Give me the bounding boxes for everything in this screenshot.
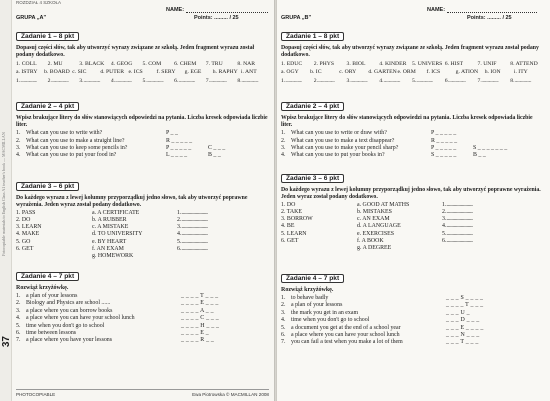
crossword-row bbox=[16, 308, 269, 315]
side-note: Fotocopiable materials to English Class A1 teacher's book — MACMILLAN bbox=[1, 132, 6, 256]
question-text: What can you use to write with? bbox=[26, 130, 103, 137]
answer-letters[interactable]: _ _ _ _ H _ _ _ bbox=[181, 322, 220, 329]
group-label: GRUPA „A" bbox=[16, 15, 47, 21]
question-number: 2. bbox=[281, 137, 286, 144]
task-1 bbox=[16, 25, 269, 85]
word-part: 2. PHYS bbox=[313, 61, 334, 68]
task-title: Zadanie 3 – 6 pkt bbox=[16, 182, 79, 191]
answer-letters[interactable]: _ _ _ N _ _ _ bbox=[446, 332, 480, 339]
word-ending: h. RAPHY bbox=[212, 68, 238, 75]
answer-blank-2[interactable]: C _ _ _ bbox=[208, 145, 226, 151]
answer-blank-2[interactable] bbox=[208, 130, 248, 137]
footer-copyright: Ewa Piotrowska © MACMILLAN 2008 bbox=[192, 392, 269, 397]
task-2 bbox=[16, 95, 269, 160]
answer-blank-2[interactable]: B _ _ bbox=[473, 152, 486, 159]
answer-blank[interactable]: P _ _ bbox=[166, 130, 178, 137]
phrase-item: c. AN EXAM bbox=[357, 216, 390, 223]
question-row bbox=[281, 138, 543, 145]
answer-blank[interactable]: 3. ..... bbox=[79, 77, 111, 85]
header-row bbox=[281, 6, 543, 21]
phrase-item: a. GOOD AT MATHS bbox=[357, 202, 410, 209]
task-instruction: Wpisz brakujące litery do słów stanowiących odpowiedzi na pytania. Liczba kresek odpowiada liczbie liter. bbox=[281, 115, 533, 128]
answer-letters[interactable]: _ _ _ _ R _ _ bbox=[181, 337, 215, 344]
answer-blank[interactable]: 6. ..... bbox=[177, 246, 269, 253]
crossword-row bbox=[281, 310, 543, 317]
answer-letters[interactable]: _ _ _ _ T _ _ _ bbox=[446, 302, 484, 309]
points-field: Points: ......... / 25 bbox=[194, 15, 239, 21]
verb-item: 2. DO bbox=[16, 217, 31, 224]
task-3 bbox=[281, 167, 543, 252]
question-number: 4. bbox=[281, 152, 286, 159]
answer-blank-2[interactable] bbox=[473, 138, 513, 145]
question-text: What can you use to make a straight line? bbox=[26, 137, 125, 144]
answer-letters[interactable]: _ _ _ _ A _ _ bbox=[181, 307, 214, 314]
answer-blank[interactable]: 6. ..... bbox=[442, 238, 543, 245]
footer-photocopiable: PHOTOCOPIABLE bbox=[16, 392, 56, 397]
header-row bbox=[16, 6, 269, 21]
word-ending: a. OGY bbox=[281, 68, 299, 75]
phrase-item: f. A BOOK bbox=[357, 237, 384, 244]
name-field[interactable] bbox=[186, 12, 268, 13]
phrase-item: f. AN EXAM bbox=[92, 245, 124, 252]
word-part: 7. UNIF bbox=[477, 61, 497, 68]
question-number: 2. bbox=[16, 137, 21, 144]
page-number: 37 bbox=[1, 336, 12, 348]
answer-blank[interactable]: 6. ..... bbox=[445, 77, 478, 85]
clue-number: 5. bbox=[16, 322, 21, 329]
clue-number: 3. bbox=[281, 309, 286, 316]
page-group-a bbox=[0, 0, 274, 401]
clue-text: time when you don't go to school bbox=[291, 317, 370, 324]
task-1 bbox=[281, 25, 543, 85]
phrase-item: g. A DEGREE bbox=[357, 244, 392, 251]
question-row bbox=[281, 130, 543, 137]
verb-item: 5. GO bbox=[16, 238, 31, 245]
verb-item: 2. TAKE bbox=[281, 209, 303, 216]
word-ending: b. BOARD bbox=[44, 68, 70, 75]
word-ending: c. ORY bbox=[339, 68, 357, 75]
question-text: What can you use to make your pencil sharp? bbox=[291, 145, 399, 151]
answer-letters[interactable]: _ _ _ U _ bbox=[446, 309, 470, 316]
answer-row[interactable] bbox=[16, 77, 269, 85]
word-ending: e. ORM bbox=[397, 68, 416, 75]
answer-blank[interactable]: 4. ..... bbox=[442, 223, 543, 230]
answer-blank[interactable]: 6. ..... bbox=[174, 77, 206, 85]
question-text: What can you use to put your books in? bbox=[291, 152, 385, 159]
question-text: What can you use to keep some pencils in? bbox=[26, 145, 128, 151]
answer-blank[interactable]: P _ _ _ _ _ bbox=[431, 130, 457, 137]
word-ending: g. EGE bbox=[184, 68, 202, 75]
task-instruction: Do każdego wyrazu z lewej kolumny przyporządkuj jedno słowo, tak aby utworzyć poprawne wyrażenia. Jeden wyraz został podany dodatkowo. bbox=[16, 195, 248, 208]
answer-letters[interactable]: _ _ _ _ T _ _ _ bbox=[181, 293, 219, 299]
clue-number: 5. bbox=[281, 324, 286, 331]
verb-item: 3. BORROW bbox=[281, 216, 313, 223]
word-part: 8. ATTEND bbox=[510, 61, 538, 68]
crossword-list bbox=[281, 295, 543, 347]
question-number: 3. bbox=[16, 145, 21, 151]
answer-blank[interactable]: 7. ..... bbox=[478, 77, 511, 85]
clue-text: time between lessons bbox=[26, 330, 77, 337]
word-part: 1. EDUC bbox=[281, 61, 303, 68]
word-ending: c. SIC bbox=[72, 68, 87, 75]
word-parts bbox=[281, 61, 543, 76]
answer-letters[interactable]: _ _ _ _ E _ bbox=[181, 330, 209, 337]
verb-item: 4. MAKE bbox=[16, 231, 40, 238]
answer-blank[interactable]: 4. ..... bbox=[379, 77, 412, 85]
phrase-item: d. A LANGUAGE bbox=[357, 223, 401, 230]
task-title: Zadanie 1 – 8 pkt bbox=[16, 32, 79, 41]
answer-blank[interactable]: L _ _ _ _ bbox=[166, 152, 188, 159]
answer-blank[interactable]: P _ _ _ _ _ bbox=[166, 145, 192, 151]
crossword-row bbox=[16, 337, 269, 344]
word-part: 2. MU bbox=[47, 61, 63, 68]
question-row bbox=[281, 152, 543, 159]
answer-blank[interactable]: 1. ..... bbox=[281, 77, 314, 85]
task-4 bbox=[281, 267, 543, 347]
answer-blank[interactable]: 1. ..... bbox=[16, 77, 48, 85]
task-instruction: Do każdego wyrazu z lewej kolumny przyporządkuj jedno słowo, tak aby utworzyć poprawne wyrażenia. Jeden wyraz został podany dodatkowo. bbox=[281, 187, 541, 200]
crossword-row bbox=[281, 339, 543, 346]
task-instruction: Wpisz brakujące litery do słów stanowiących odpowiedzi na pytania. Liczba kresek odpowiada liczbie liter. bbox=[16, 115, 268, 128]
answer-blank[interactable]: 3. ..... bbox=[177, 224, 269, 231]
question-row bbox=[16, 130, 269, 137]
word-part: 4. GEOG bbox=[110, 61, 133, 68]
points-field: Points: ......... / 25 bbox=[467, 15, 512, 21]
verb-item: 1. PASS bbox=[16, 210, 36, 217]
word-ending: d. PUTER bbox=[100, 68, 125, 75]
name-label: NAME: bbox=[427, 7, 446, 13]
phrase-item: a. A CERTIFICATE bbox=[92, 210, 140, 217]
answer-blank[interactable]: 7. ..... bbox=[206, 77, 238, 85]
crossword-row bbox=[16, 330, 269, 337]
word-part: 5. COM bbox=[142, 61, 162, 68]
answer-letters[interactable]: _ _ _ _ E _ _ _ bbox=[181, 300, 219, 307]
question-row bbox=[16, 138, 269, 145]
group-label: GRUPA „B" bbox=[281, 15, 312, 21]
answer-row[interactable] bbox=[281, 77, 543, 85]
word-ending: e. ICS bbox=[128, 68, 143, 75]
task-instruction: Dopasuj części słów, tak aby utworzyć wyrazy związane ze szkołą. Jeden fragment wyrazu został podany dodatkowo. bbox=[281, 45, 539, 58]
verb-item: 1. DO bbox=[281, 202, 296, 209]
verb-item: 5. LEARN bbox=[281, 230, 307, 237]
answer-letters[interactable]: _ _ _ T _ _ _ bbox=[446, 339, 479, 346]
task-title: Zadanie 2 – 4 pkt bbox=[281, 102, 344, 111]
clue-text: a place where you can borrow books bbox=[26, 307, 113, 314]
word-part: 5. UNIVERS bbox=[412, 61, 443, 68]
crossword-row bbox=[16, 300, 269, 307]
matching-columns bbox=[281, 202, 543, 252]
answer-blank[interactable]: 5. ..... bbox=[412, 77, 445, 85]
task-subtitle: Rozwiąż krzyżówkę. bbox=[281, 287, 334, 293]
answer-letters[interactable]: _ _ _ S _ _ _ _ bbox=[446, 295, 484, 301]
answer-blank[interactable]: S _ _ _ _ _ bbox=[431, 152, 457, 159]
word-part: 6. HIST bbox=[444, 61, 464, 68]
word-ending: f. SERY bbox=[156, 68, 176, 75]
word-ending: h. ION bbox=[484, 68, 501, 75]
clue-number: 4. bbox=[281, 317, 286, 324]
phrase-item: e. EXERCISES bbox=[357, 230, 394, 237]
answer-blank[interactable]: 2. ..... bbox=[442, 209, 543, 216]
phrase-item: b. A RUBBER bbox=[92, 217, 127, 224]
word-part: 6. CHEM bbox=[174, 61, 197, 68]
answer-blank-2[interactable]: S _ _ _ _ _ _ _ bbox=[473, 145, 508, 151]
name-field[interactable] bbox=[447, 12, 537, 13]
clue-number: 6. bbox=[16, 330, 21, 337]
content-group-a bbox=[16, 0, 269, 344]
clue-number: 2. bbox=[16, 300, 21, 307]
word-part: 4. KINDER bbox=[379, 61, 407, 68]
answer-blank[interactable]: 5. ..... bbox=[177, 239, 269, 246]
question-number: 1. bbox=[281, 130, 286, 137]
answer-blank[interactable]: P _ _ _ _ _ bbox=[431, 145, 457, 151]
clue-text: time when you don't go to school bbox=[26, 322, 105, 329]
word-part: 3. BLACK bbox=[79, 61, 105, 68]
answer-blank[interactable]: 5. ..... bbox=[442, 231, 543, 238]
answer-blank[interactable]: 1. ..... bbox=[177, 210, 269, 217]
task-title: Zadanie 1 – 8 pkt bbox=[281, 32, 344, 41]
task-title: Zadanie 4 – 7 pkt bbox=[281, 274, 344, 283]
answer-blank[interactable]: 4. ..... bbox=[177, 231, 269, 238]
verb-item: 6. GET bbox=[16, 245, 34, 252]
crossword-row bbox=[281, 317, 543, 324]
answer-blank[interactable]: 5. ..... bbox=[143, 77, 175, 85]
verb-item: 6. GET bbox=[281, 237, 299, 244]
phrase-item: b. MISTAKES bbox=[357, 209, 392, 216]
clue-text: a place where you can have your school lunch bbox=[26, 315, 135, 322]
word-ending: g. ATION bbox=[455, 68, 479, 75]
clue-number: 2. bbox=[281, 302, 286, 309]
question-number: 1. bbox=[16, 130, 21, 137]
word-ending: b. IC bbox=[310, 68, 322, 75]
word-ending: i. ITY bbox=[513, 68, 528, 75]
phrase-item: c. A MISTAKE bbox=[92, 224, 129, 231]
word-part: 3. BIOL bbox=[346, 61, 366, 68]
clue-text: a plan of your lessons bbox=[26, 293, 78, 299]
task-title: Zadanie 2 – 4 pkt bbox=[16, 102, 79, 111]
word-parts bbox=[16, 61, 269, 76]
clue-text: Biology and Physics are school ...... bbox=[26, 300, 111, 307]
answer-blank-2[interactable] bbox=[208, 138, 248, 145]
clue-number: 1. bbox=[16, 293, 21, 299]
answer-blank[interactable]: 2. ..... bbox=[314, 77, 347, 85]
phrase-item: e. BY HEART bbox=[92, 238, 127, 245]
phrase-item: d. TO UNIVERSITY bbox=[92, 231, 143, 238]
answer-blank[interactable]: R _ _ _ _ _ bbox=[431, 137, 458, 144]
answer-blank[interactable]: 3. ..... bbox=[442, 216, 543, 223]
question-number: 3. bbox=[281, 145, 286, 151]
answer-blank[interactable]: R _ _ _ _ _ bbox=[166, 137, 193, 144]
clue-text: a place where you can have your school lunch bbox=[291, 332, 400, 339]
clue-number: 7. bbox=[16, 337, 21, 344]
question-list bbox=[281, 130, 543, 160]
clue-text: you can fail a test when you make a lot of them bbox=[291, 339, 403, 346]
word-part: 8. NAR bbox=[237, 61, 256, 68]
task-2 bbox=[281, 95, 543, 160]
task-3 bbox=[16, 175, 269, 260]
word-ending: f. ICS bbox=[426, 68, 441, 75]
question-row bbox=[16, 152, 269, 159]
question-text: What can you use to write or draw with? bbox=[291, 130, 387, 137]
task-subtitle: Rozwiąż krzyżówkę. bbox=[16, 285, 69, 291]
answer-blank[interactable]: 2. ..... bbox=[48, 77, 80, 85]
crossword-list bbox=[16, 293, 269, 345]
word-ending: a. ISTRY bbox=[16, 68, 38, 75]
answer-blank[interactable]: 2. ..... bbox=[177, 217, 269, 224]
verb-item: 4. BE bbox=[281, 223, 295, 230]
word-part: 1. COLL bbox=[16, 61, 37, 68]
crossword-row bbox=[16, 323, 269, 330]
clue-number: 4. bbox=[16, 315, 21, 322]
crossword-row bbox=[281, 325, 543, 332]
clue-text: to behave badly bbox=[291, 295, 329, 301]
matching-columns bbox=[16, 210, 269, 260]
clue-text: a place where you have your lessons bbox=[26, 337, 113, 344]
clue-number: 3. bbox=[16, 307, 21, 314]
crossword-row bbox=[16, 315, 269, 322]
question-row bbox=[281, 145, 543, 152]
crossword-row bbox=[16, 293, 269, 300]
crossword-row bbox=[281, 302, 543, 309]
content-group-b bbox=[281, 0, 543, 346]
answer-letters[interactable]: _ _ _ E _ _ _ _ bbox=[446, 324, 484, 331]
question-number: 4. bbox=[16, 152, 21, 159]
task-title: Zadanie 4 – 7 pkt bbox=[16, 272, 79, 281]
question-text: What can you use to make a text disappear? bbox=[291, 137, 395, 144]
question-list bbox=[16, 130, 269, 160]
word-part: 7. TRU bbox=[205, 61, 223, 68]
verb-item: 3. LEARN bbox=[16, 224, 42, 231]
answer-letters[interactable]: _ _ _ _ C _ _ _ bbox=[181, 315, 219, 322]
task-title: Zadanie 3 – 6 pkt bbox=[281, 174, 344, 183]
clue-text: a document you get at the end of a school year bbox=[291, 324, 401, 331]
clue-number: 6. bbox=[281, 332, 286, 339]
question-text: What can you use to put your food in? bbox=[26, 152, 117, 159]
clue-text: the mark you get in an exam bbox=[291, 309, 359, 316]
page-group-b bbox=[277, 0, 550, 401]
clue-text: a plan of your lessons bbox=[291, 302, 343, 309]
answer-letters[interactable]: _ _ _ D _ _ _ bbox=[446, 317, 480, 324]
chapter-label: ROZDZIAŁ 4 SZKOŁA bbox=[16, 0, 62, 5]
answer-blank[interactable]: 1. ..... bbox=[442, 202, 543, 209]
phrase-item: g. HOMEWORK bbox=[92, 252, 134, 259]
clue-number: 7. bbox=[281, 339, 286, 346]
answer-blank[interactable]: 8. ..... bbox=[237, 77, 269, 85]
word-ending: d. GARTEN bbox=[368, 68, 397, 75]
answer-blank-2[interactable] bbox=[473, 130, 513, 137]
answer-blank-2[interactable]: B _ _ bbox=[208, 152, 221, 159]
word-ending: i. ANT bbox=[240, 68, 257, 75]
footer bbox=[16, 389, 269, 397]
answer-blank[interactable]: 3. ..... bbox=[347, 77, 380, 85]
name-label: NAME: bbox=[166, 7, 185, 13]
task-instruction: Dopasuj części słów, tak aby utworzyć wyrazy związane ze szkołą. Jeden fragment wyrazu został podany dodatkowo. bbox=[16, 45, 255, 58]
answer-blank[interactable]: 4. ..... bbox=[111, 77, 143, 85]
task-4 bbox=[16, 265, 269, 345]
answer-blank[interactable]: 8. ..... bbox=[510, 77, 543, 85]
clue-number: 1. bbox=[281, 295, 286, 301]
